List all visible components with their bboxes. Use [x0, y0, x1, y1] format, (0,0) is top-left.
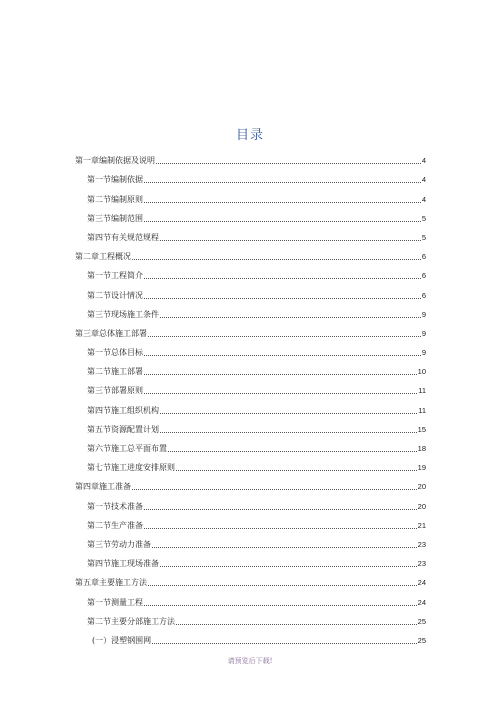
footer-note: 请预览后下载! [227, 657, 273, 665]
toc-dot-leader [144, 181, 421, 183]
toc-entry[interactable] [75, 185, 426, 204]
toc-entry[interactable] [75, 531, 426, 550]
toc-dot-leader [144, 277, 421, 279]
toc-dot-leader [152, 642, 417, 644]
toc-entry-label: 第三节编制范围 [87, 213, 143, 223]
toc-entry[interactable] [75, 396, 426, 415]
toc-dot-leader [144, 297, 421, 299]
toc-entry[interactable] [75, 147, 426, 166]
toc-entry-label: 第三章总体施工部署 [75, 328, 147, 338]
toc-entry-label: 第三节劳动力准备 [87, 539, 151, 549]
toc-entry-page-number: 20 [417, 501, 426, 511]
toc-entry-label: 第一节编制依据 [87, 175, 143, 185]
toc-entry-label: 第四节施工现场准备 [87, 559, 159, 569]
toc-title: 目录 [235, 128, 264, 143]
toc-dot-leader [160, 565, 417, 567]
toc-entry-page-number: 5 [421, 213, 426, 223]
toc-entry-page-number: 4 [421, 175, 426, 185]
toc-dot-leader [144, 220, 421, 222]
toc-dot-leader [144, 354, 421, 356]
table-of-contents [75, 147, 426, 646]
toc-entry-page-number: 9 [421, 348, 426, 358]
toc-entry[interactable] [75, 512, 426, 531]
toc-entry[interactable] [75, 377, 426, 396]
toc-entry[interactable] [75, 339, 426, 358]
toc-entry-label: 第七节施工进度安排原则 [87, 463, 175, 473]
toc-entry-page-number: 23 [417, 539, 426, 549]
toc-entry-label: 第一节总体目标 [87, 348, 143, 358]
toc-dot-leader [176, 469, 417, 471]
toc-entry[interactable] [75, 358, 426, 377]
toc-entry-label: 第二节编制原则 [87, 194, 143, 204]
toc-entry[interactable] [75, 166, 426, 185]
toc-dot-leader [144, 527, 417, 529]
toc-entry-label: 第一章编制依据及说明 [75, 156, 155, 166]
toc-entry[interactable] [75, 205, 426, 224]
toc-entry-label: 第二章工程概况 [75, 252, 131, 262]
toc-entry-page-number: 24 [417, 578, 426, 588]
toc-entry[interactable] [75, 627, 426, 646]
toc-dot-leader [144, 373, 417, 375]
toc-entry[interactable] [75, 550, 426, 569]
toc-entry-page-number: 15 [417, 424, 426, 434]
toc-entry[interactable] [75, 416, 426, 435]
toc-entry-page-number: 23 [417, 559, 426, 569]
toc-entry-page-number: 11 [418, 386, 426, 396]
toc-entry-label: 第三节现场施工条件 [87, 309, 159, 319]
toc-entry[interactable] [75, 608, 426, 627]
toc-entry[interactable] [75, 492, 426, 511]
toc-entry-page-number: 18 [417, 444, 426, 453]
toc-dot-leader [160, 431, 417, 433]
toc-entry[interactable] [75, 435, 426, 454]
toc-entry-label: (一）浸塑钢围网 [92, 635, 152, 645]
toc-entry[interactable] [75, 588, 426, 607]
toc-dot-leader [132, 258, 421, 260]
toc-entry-label: 第一节测量工程 [87, 597, 143, 607]
toc-entry-page-number: 25 [417, 616, 426, 626]
toc-entry-label: 第一节技术准备 [87, 501, 143, 511]
toc-dot-leader [144, 508, 417, 510]
toc-entry-page-number: 25 [417, 635, 426, 645]
toc-dot-leader [160, 412, 417, 414]
toc-entry-label: 第四节施工组织机构 [87, 405, 159, 415]
toc-entry-page-number: 6 [421, 271, 426, 281]
toc-entry[interactable] [75, 473, 426, 492]
toc-entry[interactable] [75, 301, 426, 320]
toc-entry-label: 第二节主要分部施工方法 [87, 616, 175, 626]
toc-entry-label: 第四节有关规范规程 [87, 232, 159, 242]
toc-entry-page-number: 4 [421, 156, 426, 166]
toc-entry[interactable] [75, 262, 426, 281]
toc-entry-label: 第六节施工总平面布置 [87, 444, 167, 453]
toc-entry-page-number: 5 [421, 232, 426, 242]
toc-entry-page-number: 9 [421, 309, 426, 319]
toc-dot-leader [160, 316, 421, 318]
toc-entry[interactable] [75, 569, 426, 588]
toc-dot-leader [156, 162, 421, 164]
toc-dot-leader [148, 335, 421, 337]
toc-entry[interactable] [75, 281, 426, 300]
toc-entry-label: 第五章主要施工方法 [75, 578, 147, 588]
toc-dot-leader [144, 604, 417, 606]
toc-dot-leader [148, 584, 417, 586]
toc-dot-leader [152, 546, 417, 548]
toc-entry-page-number: 24 [417, 597, 426, 607]
toc-dot-leader [168, 450, 417, 452]
toc-entry-page-number: 21 [417, 520, 426, 530]
toc-entry-page-number: 6 [421, 252, 426, 262]
toc-dot-leader [176, 623, 417, 625]
toc-entry-page-number: 4 [421, 194, 426, 204]
toc-entry-label: 第二节设计情况 [87, 290, 143, 300]
toc-entry-page-number: 19 [417, 463, 426, 473]
toc-entry-page-number: 10 [417, 367, 426, 377]
toc-entry-label: 第四章施工准备 [75, 482, 131, 492]
toc-entry[interactable] [75, 224, 426, 243]
toc-dot-leader [160, 239, 421, 241]
toc-dot-leader [132, 488, 417, 490]
toc-entry-page-number: 20 [417, 482, 426, 492]
toc-dot-leader [144, 201, 421, 203]
toc-entry-page-number: 9 [421, 328, 426, 338]
toc-entry-label: 第三节部署原则 [87, 386, 143, 396]
toc-entry-label: 第一节工程简介 [87, 271, 143, 281]
toc-dot-leader [144, 392, 417, 394]
toc-entry-label: 第二节施工部署 [87, 367, 143, 377]
toc-entry-page-number: 11 [418, 405, 426, 415]
toc-entry[interactable] [75, 320, 426, 339]
toc-entry-page-number: 6 [421, 290, 426, 300]
toc-entry-label: 第二节生产准备 [87, 520, 143, 530]
toc-entry-label: 第五节资源配置计划 [87, 424, 159, 434]
toc-entry[interactable] [75, 454, 426, 473]
toc-entry[interactable] [75, 243, 426, 262]
